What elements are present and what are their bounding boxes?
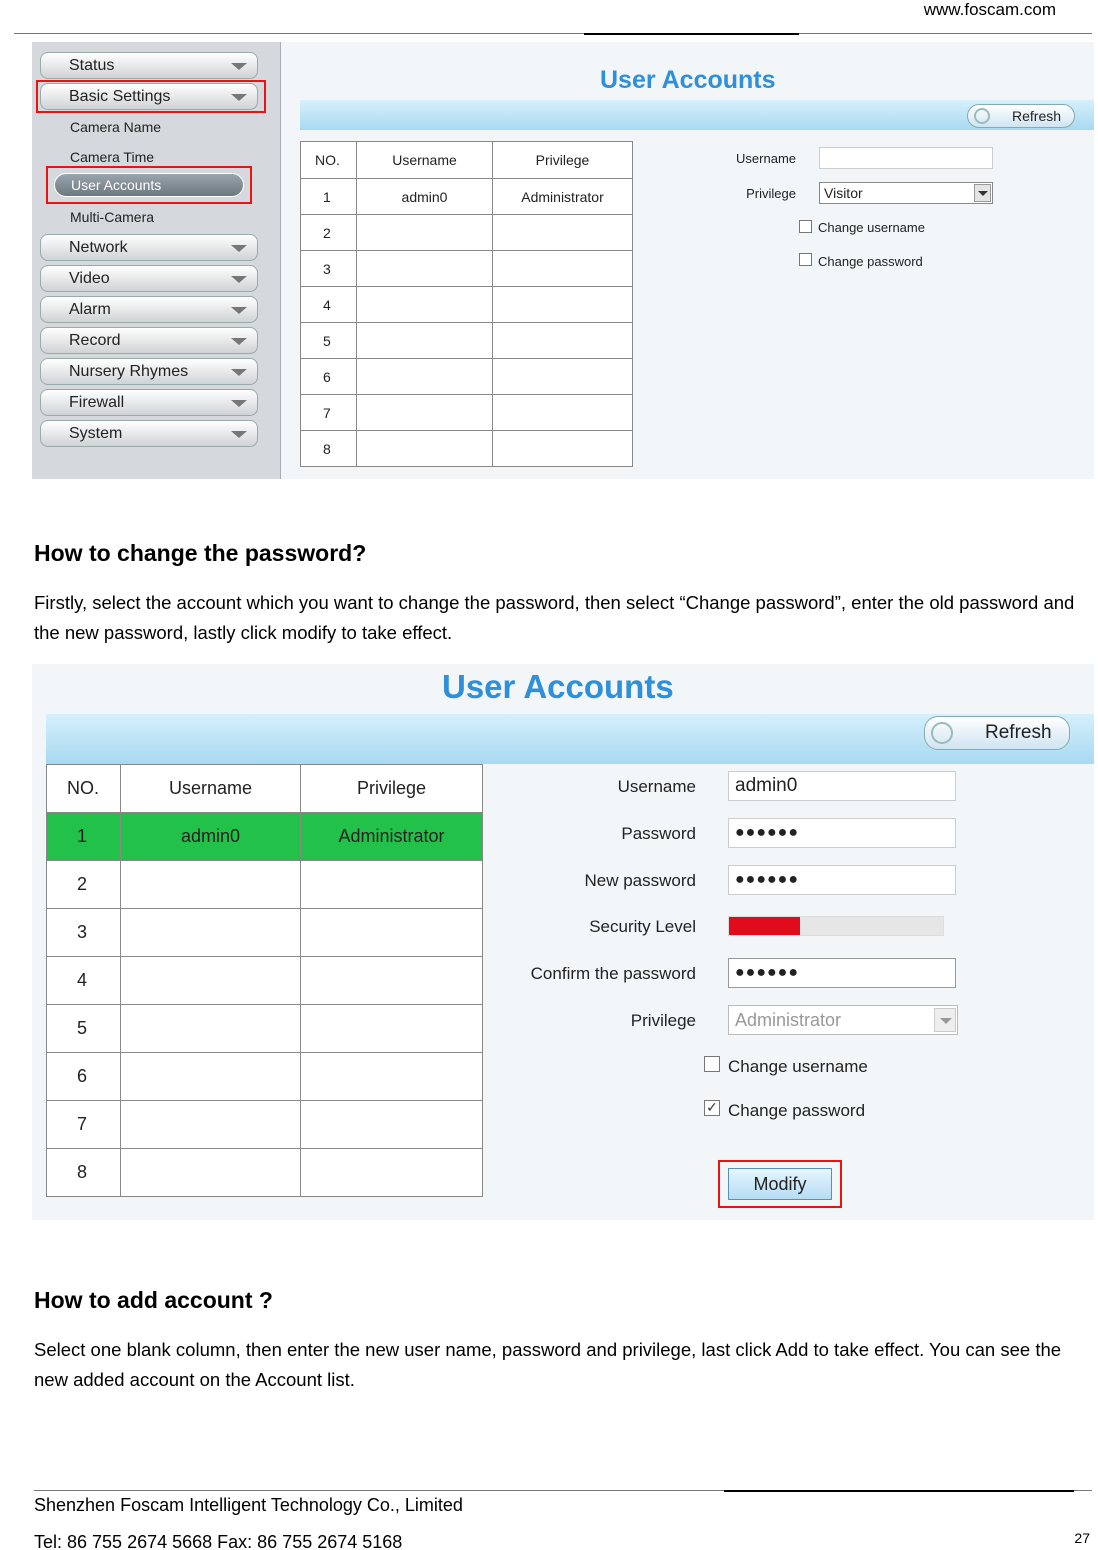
refresh-label: Refresh bbox=[985, 722, 1052, 743]
table-cell bbox=[493, 287, 633, 323]
privilege-value: Visitor bbox=[824, 185, 863, 201]
table-cell bbox=[121, 1149, 301, 1197]
modify-button[interactable]: Modify bbox=[728, 1168, 832, 1200]
menu-label: Basic Settings bbox=[69, 88, 171, 105]
footer-company: Shenzhen Foscam Intelligent Technology Co., Limited bbox=[34, 1495, 463, 1515]
menu-label: Alarm bbox=[69, 301, 111, 318]
submenu-camera-name[interactable]: Camera Name bbox=[70, 119, 162, 135]
highlight-box bbox=[46, 166, 252, 204]
table-cell bbox=[493, 215, 633, 251]
section-body-change-password: Firstly, select the account which you want to change the password, then select “Change password”, enter the old password and the new password, lastly click modify to take effect. bbox=[34, 592, 1075, 643]
section-heading-add-account: How to add account ? bbox=[34, 1287, 273, 1313]
password-label: Password bbox=[621, 824, 696, 843]
table-cell: 1 bbox=[301, 179, 357, 215]
confirm-password-input[interactable]: ●●●●●● bbox=[728, 958, 956, 988]
menu-status[interactable] bbox=[40, 52, 258, 79]
chevron-down-icon bbox=[231, 245, 247, 252]
highlight-box bbox=[36, 80, 266, 113]
menu-network[interactable] bbox=[40, 234, 258, 261]
table-cell bbox=[493, 251, 633, 287]
chevron-down-icon bbox=[231, 431, 247, 438]
table-cell: 6 bbox=[47, 1053, 121, 1101]
table-cell bbox=[357, 215, 493, 251]
table-row[interactable] bbox=[47, 861, 483, 909]
privilege-select[interactable] bbox=[819, 182, 993, 204]
table-row[interactable] bbox=[47, 957, 483, 1005]
menu-video[interactable] bbox=[40, 265, 258, 292]
change-username-checkbox[interactable] bbox=[799, 220, 812, 233]
change-password-checkbox[interactable] bbox=[799, 253, 812, 266]
table-cell: 3 bbox=[47, 909, 121, 957]
table-row[interactable] bbox=[301, 395, 633, 431]
table-cell: 3 bbox=[301, 251, 357, 287]
col-header: Privilege bbox=[493, 142, 633, 179]
table-cell bbox=[121, 1005, 301, 1053]
table-row[interactable] bbox=[301, 359, 633, 395]
table-cell bbox=[357, 287, 493, 323]
table-row[interactable] bbox=[301, 323, 633, 359]
table-cell: 4 bbox=[47, 957, 121, 1005]
privilege-label: Privilege bbox=[630, 1011, 696, 1030]
col-header: Privilege bbox=[301, 765, 483, 813]
security-level-label: Security Level bbox=[589, 917, 696, 936]
table-row[interactable] bbox=[301, 215, 633, 251]
table-cell: admin0 bbox=[357, 179, 493, 215]
submenu-user-accounts[interactable]: User Accounts bbox=[54, 173, 244, 197]
menu-label: Video bbox=[69, 270, 110, 287]
table-row[interactable] bbox=[47, 1149, 483, 1197]
header-url: www.foscam.com bbox=[923, 0, 1056, 19]
change-password-label: Change password bbox=[818, 254, 923, 269]
table-cell: 8 bbox=[47, 1149, 121, 1197]
change-username-checkbox[interactable] bbox=[704, 1056, 720, 1072]
change-password-checkbox[interactable]: ✓ bbox=[704, 1100, 720, 1116]
table-cell bbox=[121, 957, 301, 1005]
chevron-down-icon bbox=[231, 338, 247, 345]
table-cell bbox=[301, 1053, 483, 1101]
table-cell bbox=[357, 251, 493, 287]
chevron-down-icon bbox=[231, 276, 247, 283]
page-title: User Accounts bbox=[600, 66, 776, 94]
table-row[interactable] bbox=[47, 813, 483, 861]
chevron-down-icon bbox=[231, 369, 247, 376]
table-cell bbox=[357, 395, 493, 431]
section-heading-change-password: How to change the password? bbox=[34, 540, 367, 566]
table-cell bbox=[121, 1101, 301, 1149]
table-cell bbox=[493, 359, 633, 395]
menu-label: Network bbox=[69, 239, 128, 256]
table-cell: Administrator bbox=[301, 813, 483, 861]
refresh-label: Refresh bbox=[1012, 108, 1062, 124]
chevron-down-icon bbox=[231, 400, 247, 407]
table-cell: 2 bbox=[47, 861, 121, 909]
menu-label: System bbox=[69, 425, 123, 442]
table-cell bbox=[121, 861, 301, 909]
table-cell bbox=[493, 395, 633, 431]
chevron-down-icon bbox=[231, 63, 247, 70]
col-header: Username bbox=[121, 765, 301, 813]
new-password-input[interactable]: ●●●●●● bbox=[728, 865, 956, 895]
new-password-label: New password bbox=[584, 871, 696, 890]
table-cell: 5 bbox=[301, 323, 357, 359]
table-cell: 1 bbox=[47, 813, 121, 861]
menu-alarm[interactable] bbox=[40, 296, 258, 323]
screenshot-change-password bbox=[32, 664, 1094, 1220]
change-username-label: Change username bbox=[728, 1057, 868, 1076]
menu-firewall[interactable] bbox=[40, 389, 258, 416]
change-username-label: Change username bbox=[818, 220, 925, 235]
table-row[interactable] bbox=[301, 179, 633, 215]
privilege-select[interactable] bbox=[728, 1005, 958, 1035]
password-input[interactable]: ●●●●●● bbox=[728, 818, 956, 848]
table-cell bbox=[493, 323, 633, 359]
accounts-table bbox=[46, 764, 483, 1197]
security-level-fill bbox=[729, 917, 800, 935]
confirm-password-label: Confirm the password bbox=[530, 964, 696, 983]
refresh-button[interactable] bbox=[967, 104, 1075, 128]
sidebar bbox=[32, 42, 281, 479]
submenu-multi-camera[interactable]: Multi-Camera bbox=[70, 209, 155, 225]
menu-label: Record bbox=[69, 332, 121, 349]
footer-rule bbox=[34, 1490, 1092, 1491]
privilege-value: Administrator bbox=[735, 1010, 842, 1030]
username-input[interactable]: admin0 bbox=[728, 771, 956, 801]
section-body-add-account: Select one blank column, then enter the new user name, password and privilege, last click Add to take effect. You can see the new added account on the Account list. bbox=[34, 1339, 1062, 1390]
table-row[interactable] bbox=[301, 431, 633, 467]
table-cell bbox=[301, 1101, 483, 1149]
highlight-box bbox=[718, 1160, 842, 1208]
menu-label: Firewall bbox=[69, 394, 125, 411]
menu-system[interactable] bbox=[40, 420, 258, 447]
page-number: 27 bbox=[1074, 1530, 1090, 1546]
table-row[interactable] bbox=[47, 1053, 483, 1101]
table-row[interactable] bbox=[47, 1101, 483, 1149]
table-cell bbox=[301, 1005, 483, 1053]
table-cell bbox=[121, 909, 301, 957]
security-level-bar bbox=[728, 916, 944, 936]
table-cell bbox=[301, 957, 483, 1005]
col-header: NO. bbox=[301, 142, 357, 179]
table-cell bbox=[357, 323, 493, 359]
table-cell: admin0 bbox=[121, 813, 301, 861]
table-cell bbox=[357, 359, 493, 395]
change-password-label: Change password bbox=[728, 1101, 866, 1120]
refresh-icon bbox=[974, 108, 990, 124]
table-cell: Administrator bbox=[493, 179, 633, 215]
table-row[interactable] bbox=[47, 909, 483, 957]
table-cell bbox=[301, 861, 483, 909]
table-row[interactable] bbox=[47, 1005, 483, 1053]
menu-record[interactable] bbox=[40, 327, 258, 354]
table-cell bbox=[121, 1053, 301, 1101]
table-cell bbox=[301, 1149, 483, 1197]
table-cell bbox=[301, 909, 483, 957]
dropdown-arrow-icon bbox=[934, 1008, 956, 1032]
screenshot-user-accounts-overview bbox=[32, 42, 1094, 479]
submenu-camera-time[interactable]: Camera Time bbox=[70, 149, 155, 165]
table-cell: 7 bbox=[47, 1101, 121, 1149]
menu-label: Status bbox=[69, 57, 115, 74]
table-row[interactable] bbox=[301, 251, 633, 287]
table-cell: 7 bbox=[301, 395, 357, 431]
username-label: Username bbox=[736, 151, 796, 166]
header-rule bbox=[14, 33, 1092, 34]
dropdown-arrow-icon bbox=[974, 184, 991, 202]
table-row[interactable] bbox=[301, 287, 633, 323]
col-header: Username bbox=[357, 142, 493, 179]
table-cell: 2 bbox=[301, 215, 357, 251]
menu-nursery-rhymes[interactable] bbox=[40, 358, 258, 385]
accounts-table bbox=[300, 141, 633, 467]
menu-label: Nursery Rhymes bbox=[69, 363, 189, 380]
refresh-icon bbox=[931, 722, 953, 744]
table-cell: 6 bbox=[301, 359, 357, 395]
refresh-button[interactable] bbox=[924, 716, 1070, 750]
table-cell: 5 bbox=[47, 1005, 121, 1053]
table-cell bbox=[357, 431, 493, 467]
page-title: User Accounts bbox=[442, 668, 674, 705]
footer-tel: Tel: 86 755 2674 5668 Fax: 86 755 2674 5168 bbox=[34, 1532, 403, 1550]
username-input[interactable] bbox=[819, 147, 993, 169]
table-cell: 8 bbox=[301, 431, 357, 467]
chevron-down-icon bbox=[231, 307, 247, 314]
privilege-label: Privilege bbox=[746, 186, 796, 201]
username-label: Username bbox=[617, 777, 696, 796]
table-cell bbox=[493, 431, 633, 467]
table-cell: 4 bbox=[301, 287, 357, 323]
col-header: NO. bbox=[47, 765, 121, 813]
